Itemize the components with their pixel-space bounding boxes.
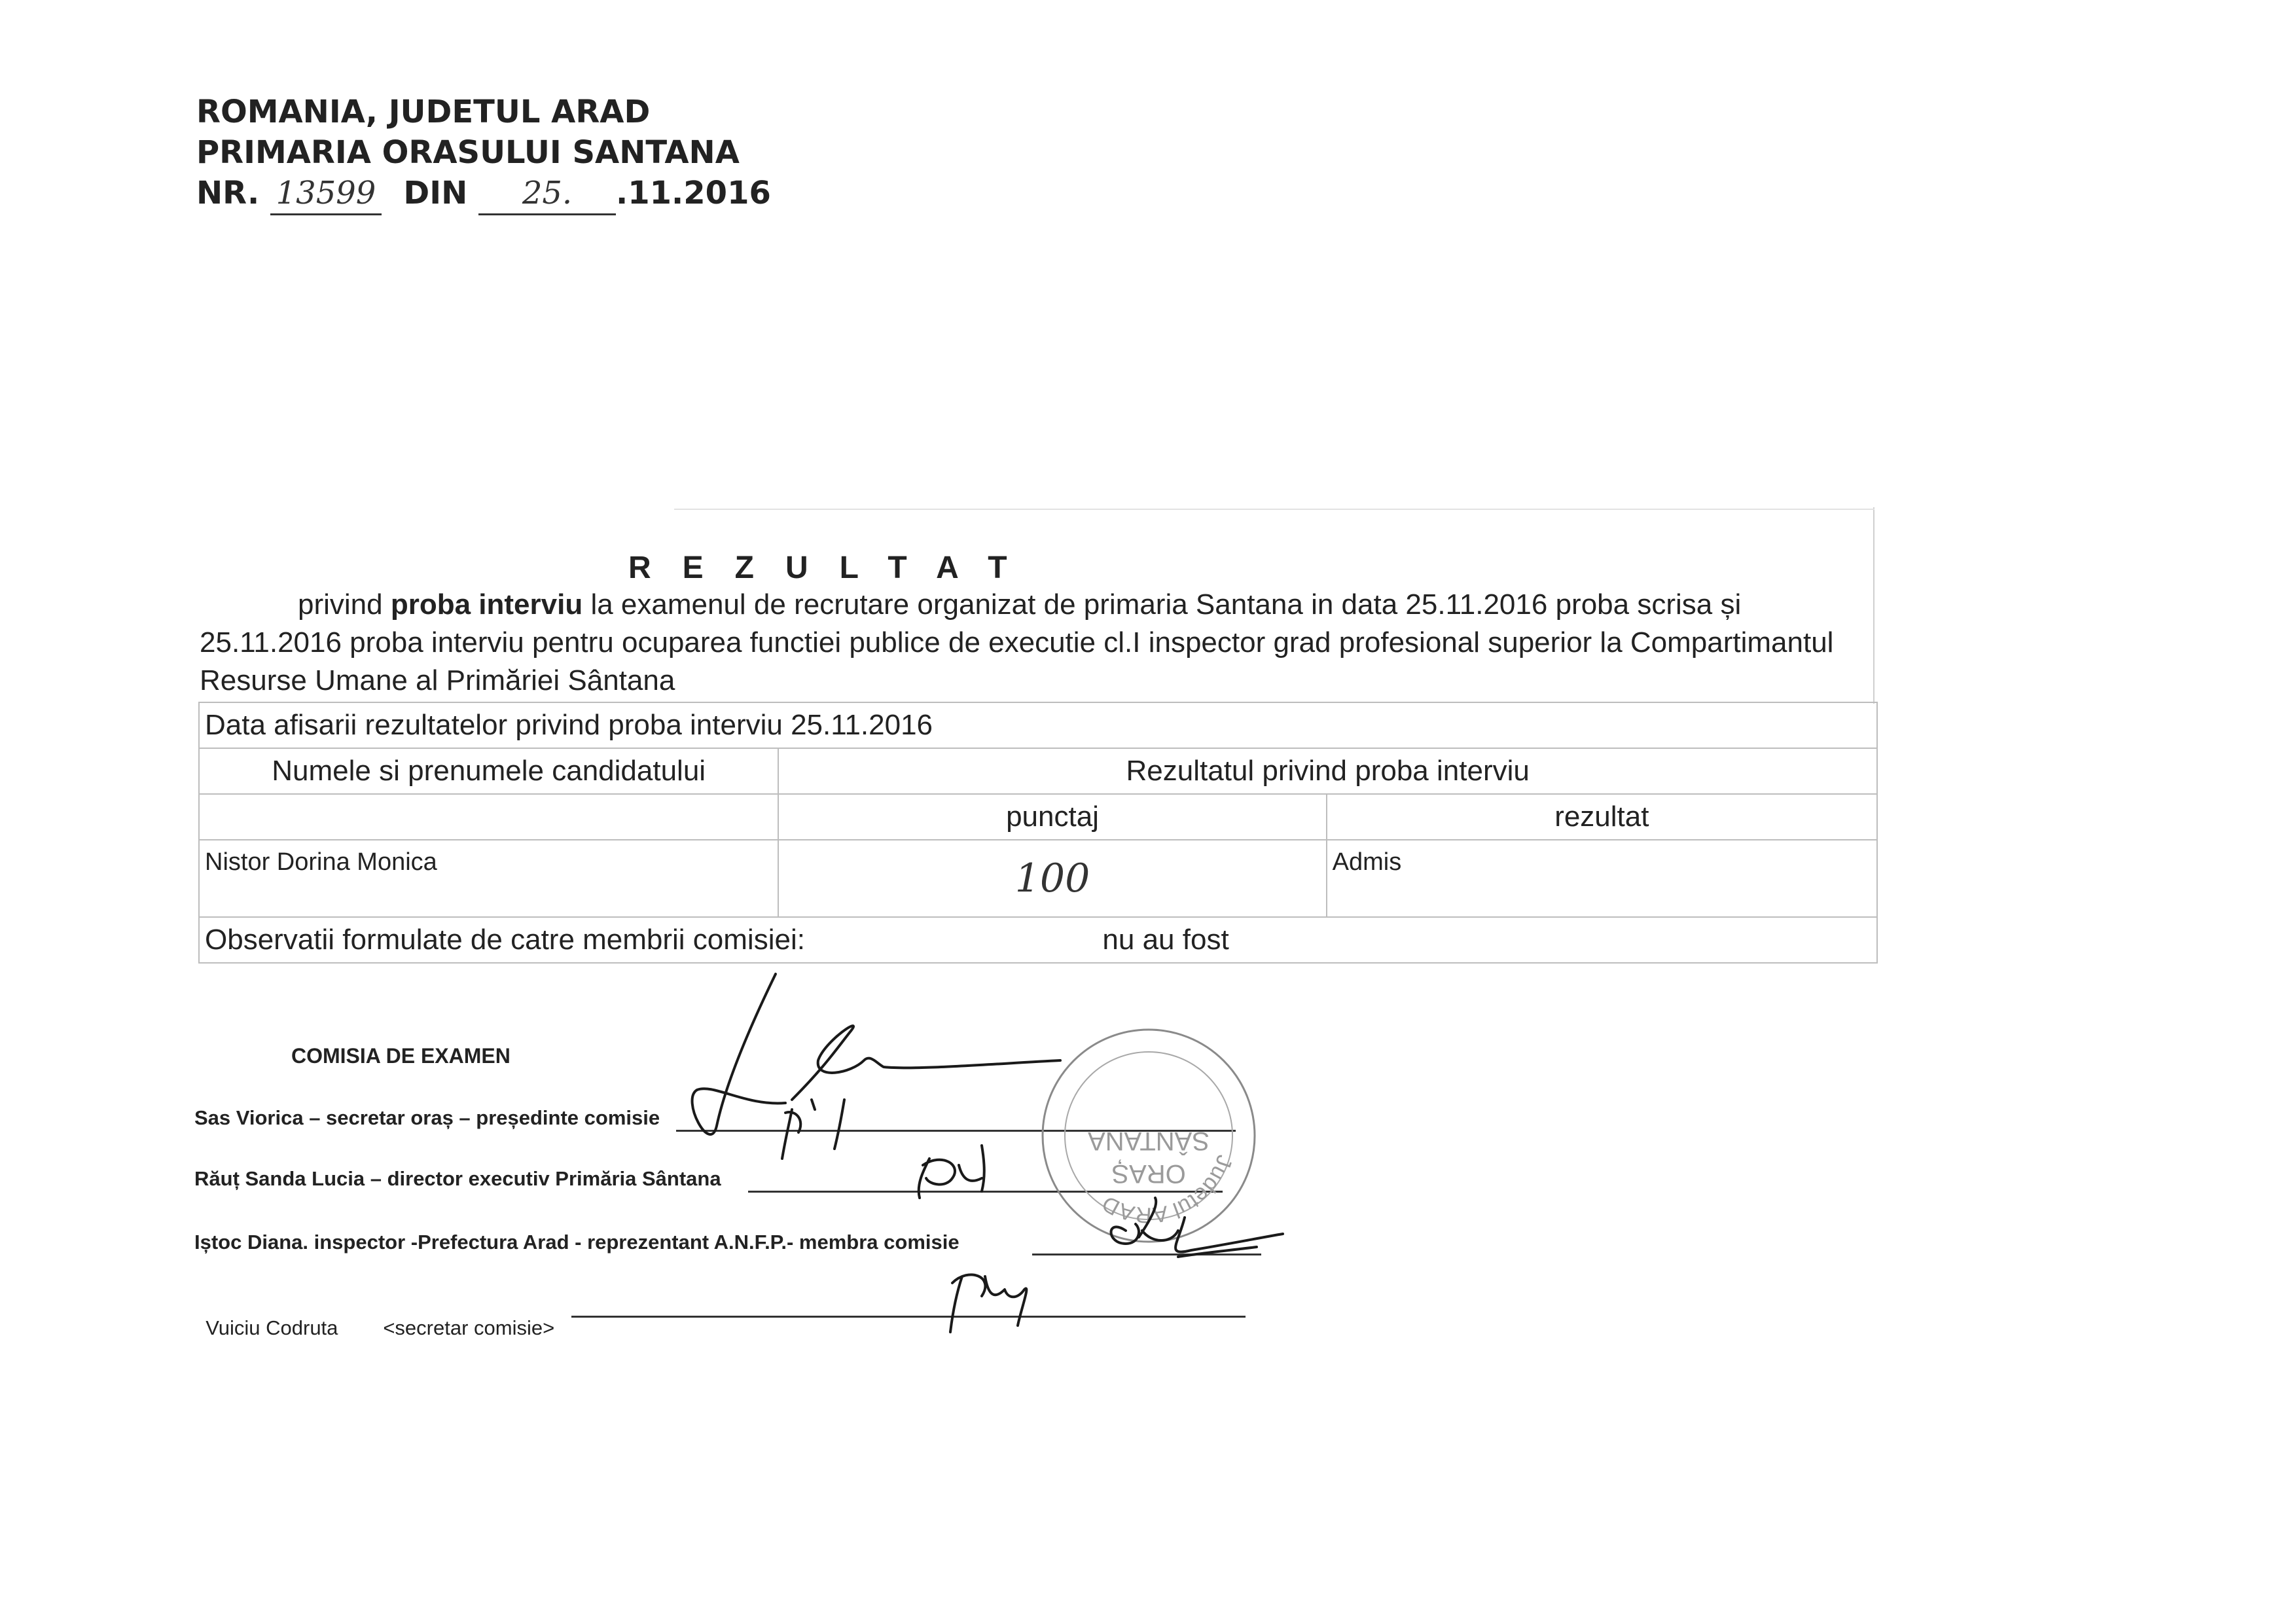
subheader-score: punctaj bbox=[778, 794, 1326, 840]
signature-president bbox=[782, 1100, 844, 1159]
frame-line bbox=[674, 509, 1874, 510]
handwritten-signatures bbox=[655, 969, 1309, 1335]
column-header-result: Rezultatul privind proba interviu bbox=[778, 748, 1877, 794]
header-registration bbox=[196, 173, 771, 215]
nr-label: NR. bbox=[196, 175, 260, 211]
column-header-name: Numele si prenumele candidatului bbox=[199, 748, 778, 794]
member-label: Sas Viorica – secretar oraș – președinte comisie bbox=[194, 1106, 660, 1129]
din-label: DIN bbox=[403, 175, 468, 211]
results-table bbox=[198, 702, 1878, 964]
commission-member bbox=[194, 1106, 660, 1130]
signature-director bbox=[919, 1146, 984, 1198]
candidate-score: 100 bbox=[778, 840, 1326, 917]
signature-anfp bbox=[1111, 1198, 1283, 1257]
subheader-result: rezultat bbox=[1327, 794, 1877, 840]
header-institution: PRIMARIA ORASULUI SANTANA bbox=[196, 134, 740, 171]
signature-president bbox=[692, 974, 785, 1134]
signature-secretary bbox=[950, 1274, 1026, 1332]
din-date: .11.2016 bbox=[616, 175, 771, 211]
observations-value: nu au fost bbox=[1102, 924, 1229, 956]
member-label: Iștoc Diana. inspector -Prefectura Arad - reprezentant A.N.F.P.- membra comisie bbox=[194, 1231, 960, 1254]
candidate-name: Nistor Dorina Monica bbox=[199, 840, 778, 917]
display-date-row: Data afisarii rezultatelor privind proba interviu 25.11.2016 bbox=[199, 702, 1877, 748]
observations-row bbox=[199, 917, 1877, 963]
signature-president bbox=[792, 1026, 1060, 1100]
commission-member bbox=[194, 1293, 554, 1340]
intro-paragraph bbox=[200, 586, 1875, 700]
document-header bbox=[196, 92, 771, 215]
stamp-text-top: Judetul ARAD bbox=[1098, 1151, 1238, 1228]
din-day: 25. bbox=[478, 173, 616, 215]
stamp-text-mid: SÂNTANA bbox=[1088, 1127, 1210, 1155]
member-label: Vuiciu Codruta <secretar comisie> bbox=[206, 1316, 555, 1339]
observations-label: Observatii formulate de catre membrii comisiei: bbox=[205, 924, 805, 956]
nr-value: 13599 bbox=[270, 173, 382, 215]
stamp-text-bottom: ORAȘ bbox=[1111, 1159, 1186, 1188]
header-county: ROMANIA, JUDETUL ARAD bbox=[196, 94, 651, 130]
commission-heading: COMISIA DE EXAMEN bbox=[291, 1044, 511, 1068]
intro-bold: proba interviu bbox=[390, 588, 583, 621]
member-label: Răuț Sanda Lucia – director executiv Primăria Sântana bbox=[194, 1167, 721, 1190]
intro-pre: privind bbox=[298, 588, 391, 621]
table-row bbox=[199, 840, 1877, 917]
commission-member bbox=[194, 1167, 721, 1191]
candidate-result: Admis bbox=[1327, 840, 1877, 917]
intro-post: la examenul de recrutare organizat de primaria Santana in data 25.11.2016 proba scrisa și 25.11.2016 proba interviu pentru ocuparea functiei publice de executie cl.I inspector grad profesional superior la Compartimantul Resurse Umane al Primăriei Sântana bbox=[200, 588, 1834, 696]
document-title: REZULTAT bbox=[628, 550, 1039, 585]
empty-cell bbox=[199, 794, 778, 840]
